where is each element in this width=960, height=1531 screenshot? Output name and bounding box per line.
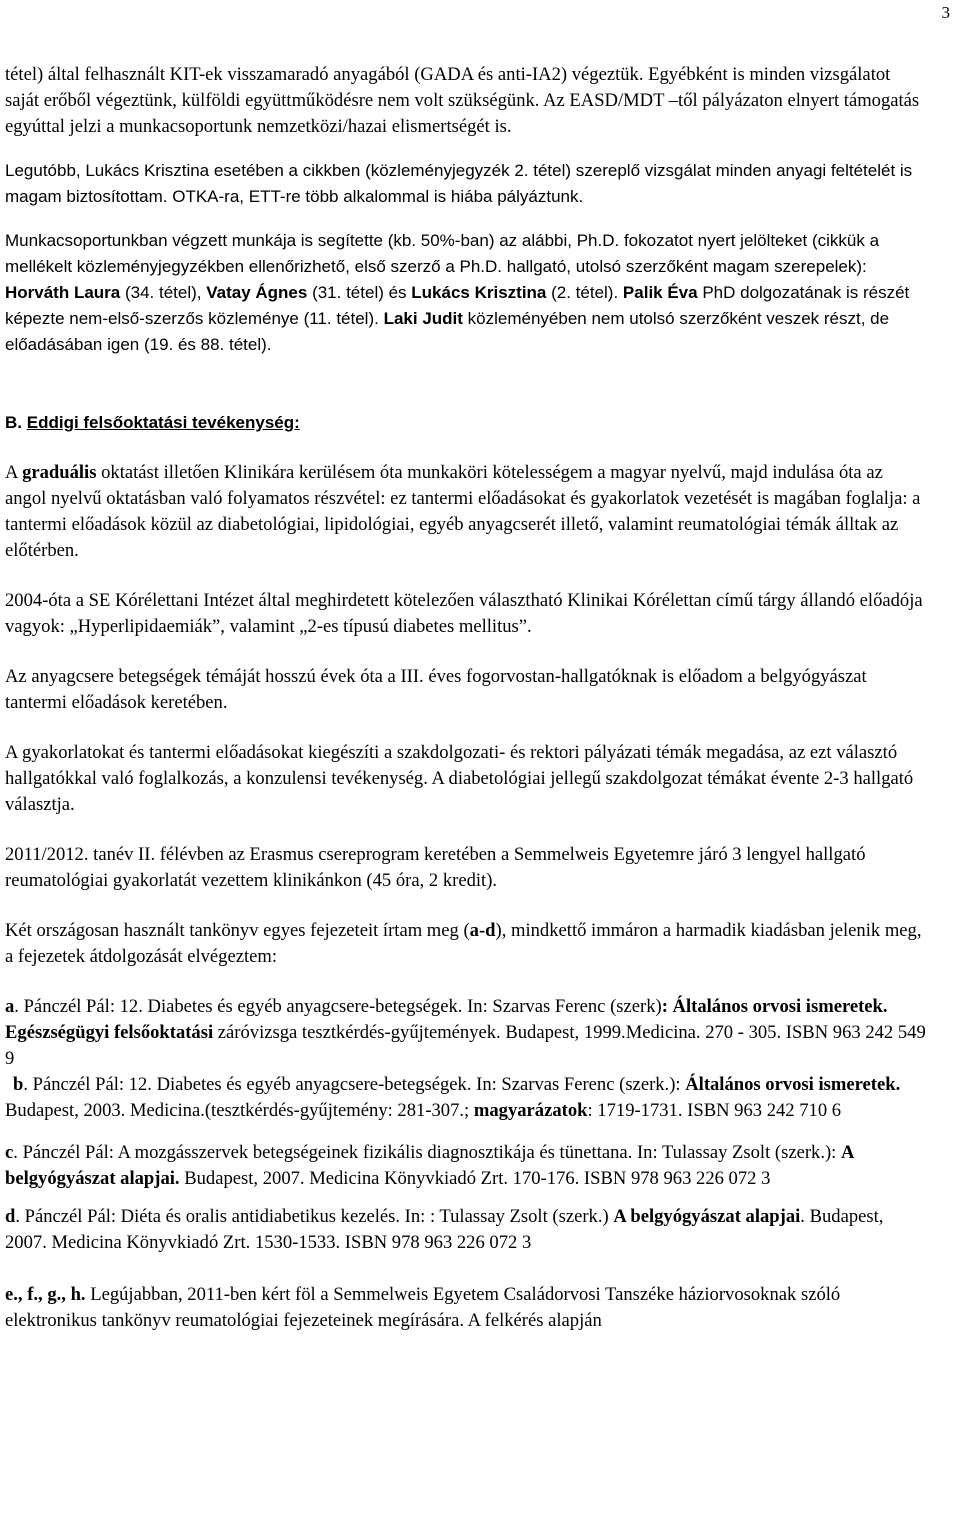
paragraph-textbooks bbox=[5, 918, 927, 970]
paragraph-graduate bbox=[5, 460, 927, 564]
reference-c bbox=[5, 1140, 927, 1192]
text: : 1719-1731. ISBN 963 242 710 6 bbox=[587, 1100, 842, 1121]
text: PhD dolgozatának is részét képezte nem-első-szerzős közleménye (11. tétel). bbox=[5, 283, 910, 328]
ref-bold: : Általános orvosi ismeretek. Egészségügyi felsőoktatási bbox=[5, 996, 888, 1043]
text: Legújabban, 2011-ben kért föl a Semmelweis Egyetem Családorvosi Tanszéke háziorvosoknak szóló elektronikus tankönyv reumatológiai fejezeteinek megírására. A felkérés alapján bbox=[5, 1284, 841, 1331]
text: Budapest, 2007. Medicina Könyvkiadó Zrt. 170-176. ISBN 978 963 226 072 3 bbox=[179, 1168, 771, 1189]
ref-bold: magyarázatok bbox=[473, 1100, 588, 1121]
page-number: 3 bbox=[941, 3, 950, 22]
text: Két országosan használt tankönyv egyes fejezeteit írtam meg ( bbox=[5, 920, 470, 941]
paragraph-korelettan: 2004-óta a SE Kórélettani Intézet által meghirdetett kötelezően választható Klinikai Kórélettan című tárgy állandó előadója vagyok: „Hyperlipidaemiák”, valamint „2-es típusú diabetes mellitus”. bbox=[5, 590, 923, 637]
paragraph-lukacs: Legutóbb, Lukács Krisztina esetében a cikkben (közleményjegyzék 2. tétel) szereplő vizsgálat minden anyagi feltételét is magam biztosítottam. OTKA-ra, ETT-re több alkalommal is hiába pályáztunk. bbox=[5, 161, 913, 206]
paragraph-funding bbox=[5, 62, 927, 140]
section-heading bbox=[5, 410, 927, 436]
text: . Budapest, 2007. Medicina Könyvkiadó Zrt. 1530-1533. ISBN 978 963 226 072 3 bbox=[5, 1206, 884, 1253]
text: ), mindkettő immáron a harmadik kiadásban jelenik meg, a fejezetek átdolgozását elvégeztem: bbox=[5, 920, 922, 967]
reference-a bbox=[5, 994, 927, 1072]
ref-letter: c bbox=[5, 1142, 14, 1163]
ref-bold: Általános orvosi ismeretek. bbox=[685, 1074, 901, 1095]
text: A bbox=[5, 462, 23, 483]
name-horvath: Horváth Laura bbox=[5, 283, 121, 302]
paragraph-erasmus: 2011/2012. tanév II. félévben az Erasmus csereprogram keretében a Semmelweis Egyetemre járó 3 lengyel hallgató reumatológiai gyakorlatát vezettem klinikánkon (45 óra, 2 kredit). bbox=[5, 844, 866, 891]
text: Munkacsoportunkban végzett munkája is segítette (kb. 50%-ban) az alábbi, Ph.D. fokozatot nyert jelölteket (cikkük a mellékelt közleményjegyzékben ellenőrizhető, első szerző a Ph.D. hallgató, utolsó szerzőként magam szerepelek): bbox=[5, 231, 880, 276]
text: . Pánczél Pál: 12. Diabetes és egyéb anyagcsere-betegségek. In: Szarvas Ferenc (szerk) bbox=[14, 996, 662, 1017]
paragraph-phd-candidates bbox=[5, 228, 927, 358]
paragraph-thesis: A gyakorlatokat és tantermi előadásokat kiegészíti a szakdolgozati- és rektori pályázati témák megadása, az ezt választó hallgatókkal való foglalkozás, a konzulensi tevékenység. A diabetológiai jellegű szakdolgozat témákat évente 2-3 hallgató választja. bbox=[5, 742, 914, 815]
name-lukacs: Lukács Krisztina bbox=[411, 283, 547, 302]
heading-title: Eddigi felsőoktatási tevékenység: bbox=[26, 413, 300, 432]
bold-graduate: graduális bbox=[22, 462, 97, 483]
ref-bold: A belgyógyászat alapjai bbox=[613, 1206, 801, 1227]
reference-d bbox=[5, 1204, 927, 1256]
heading-letter: B. bbox=[5, 413, 22, 432]
ref-letter: e., f., g., h. bbox=[5, 1284, 86, 1305]
ref-letter: a bbox=[5, 996, 15, 1017]
text: Budapest, 2003. Medicina.(tesztkérdés-gyűjtemény: 281-307.; bbox=[5, 1100, 474, 1121]
text: . Pánczél Pál: A mozgásszervek betegségeinek fizikális diagnosztikája és tünettana. In: Tulassay Zsolt (szerk.): bbox=[13, 1142, 841, 1163]
name-vatay: Vatay Ágnes bbox=[206, 283, 308, 302]
reference-efgh bbox=[5, 1282, 927, 1334]
text: záróvizsga tesztkérdés-gyűjtemények. Budapest, 1999.Medicina. 270 - 305. ISBN 963 242 549 9 bbox=[5, 1022, 926, 1069]
text: . Pánczél Pál: 12. Diabetes és egyéb anyagcsere-betegségek. In: Szarvas Ferenc (szerk.): bbox=[23, 1074, 686, 1095]
page-content bbox=[5, 62, 927, 1334]
text: oktatást illetően Klinikára kerülésem óta munkaköri kötelességem a magyar nyelvű, majd indulása óta az angol nyelvű oktatásban való folyamatos részvétel: ez tantermi előadásokat és gyakorlatok vezetését is magában foglalja: a tantermi előadások közül az diabetológiai, lipidológiai, egyéb anyagcserét illető, valamint reumatológiai témák álltak az előtérben. bbox=[5, 462, 921, 561]
ref-letter: b bbox=[13, 1074, 24, 1095]
reference-b bbox=[5, 1072, 927, 1124]
text: (34. tétel), bbox=[120, 283, 207, 302]
paragraph-text: tétel) által felhasznált KIT-ek visszamaradó anyagából (GADA és anti-IA2) végeztük. Egyébként is minden vizsgálatot saját erőből végeztünk, külföldi együttműködésre nem volt szükségünk. Az EASD/MDT –től pályázaton elnyert támogatás egyúttal jelzi a munkacsoportunk nemzetközi/hazai elismertségét is. bbox=[5, 64, 920, 137]
text: (31. tétel) és bbox=[307, 283, 412, 302]
bold-range: a-d bbox=[469, 920, 496, 941]
ref-bold: A belgyógyászat alapjai. bbox=[5, 1142, 854, 1189]
name-palik: Palik Éva bbox=[622, 283, 698, 302]
text: közleményében nem utolsó szerzőként veszek részt, de előadásában igen (19. és 88. tétel). bbox=[5, 309, 890, 354]
name-laki: Laki Judit bbox=[383, 309, 463, 328]
paragraph-dentistry: Az anyagcsere betegségek témáját hosszú évek óta a III. éves fogorvostan-hallgatóknak is előadom a belgyógyászat tantermi előadások keretében. bbox=[5, 666, 867, 713]
ref-letter: d bbox=[5, 1206, 16, 1227]
text: . Pánczél Pál: Diéta és oralis antidiabetikus kezelés. In: : Tulassay Zsolt (szerk.) bbox=[15, 1206, 614, 1227]
text: (2. tétel). bbox=[546, 283, 623, 302]
